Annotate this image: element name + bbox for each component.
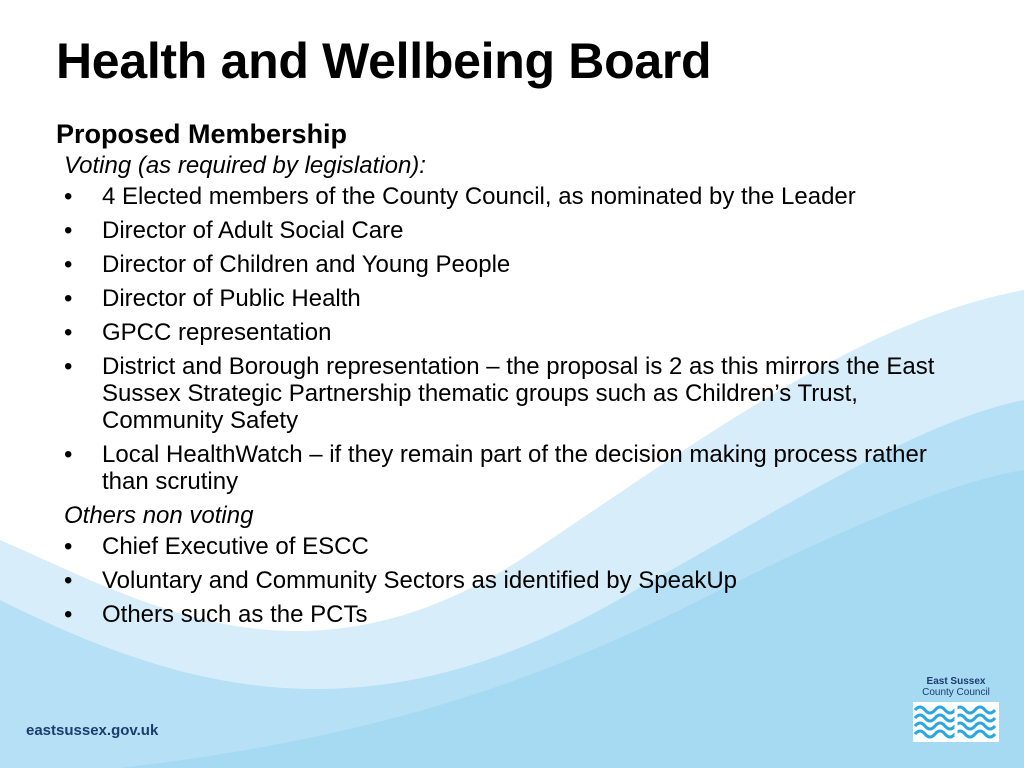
list-item: • GPCC representation bbox=[64, 319, 964, 346]
list-item: • Director of Public Health bbox=[64, 285, 964, 312]
list-item: • 4 Elected members of the County Council, as nominated by the Leader bbox=[64, 183, 964, 210]
slide-title: Health and Wellbeing Board bbox=[56, 33, 712, 89]
list-item: • Voluntary and Community Sectors as identified by SpeakUp bbox=[64, 567, 964, 594]
list-item: • Others such as the PCTs bbox=[64, 601, 964, 628]
list-item: • Local HealthWatch – if they remain part of the decision making process rather than scrutiny bbox=[64, 441, 964, 495]
list-item: • Director of Children and Young People bbox=[64, 251, 964, 278]
membership-content bbox=[64, 152, 964, 635]
voting-list bbox=[64, 183, 964, 495]
footer-url: eastsussex.gov.uk bbox=[26, 722, 159, 739]
list-item: • Director of Adult Social Care bbox=[64, 217, 964, 244]
council-logo bbox=[910, 676, 1002, 742]
logo-line2: County Council bbox=[922, 687, 990, 698]
list-item: • Chief Executive of ESCC bbox=[64, 533, 964, 560]
slide-subtitle: Proposed Membership bbox=[56, 119, 348, 149]
non-voting-label: Others non voting bbox=[64, 502, 254, 529]
list-item: • District and Borough representation – the proposal is 2 as this mirrors the East Sussex Strategic Partnership thematic groups such as Children’s Trust, Community Safety bbox=[64, 353, 964, 434]
logo-line1: East Sussex bbox=[926, 676, 986, 687]
non-voting-list bbox=[64, 533, 964, 628]
waves-icon bbox=[913, 702, 999, 742]
voting-label: Voting (as required by legislation): bbox=[64, 152, 426, 179]
